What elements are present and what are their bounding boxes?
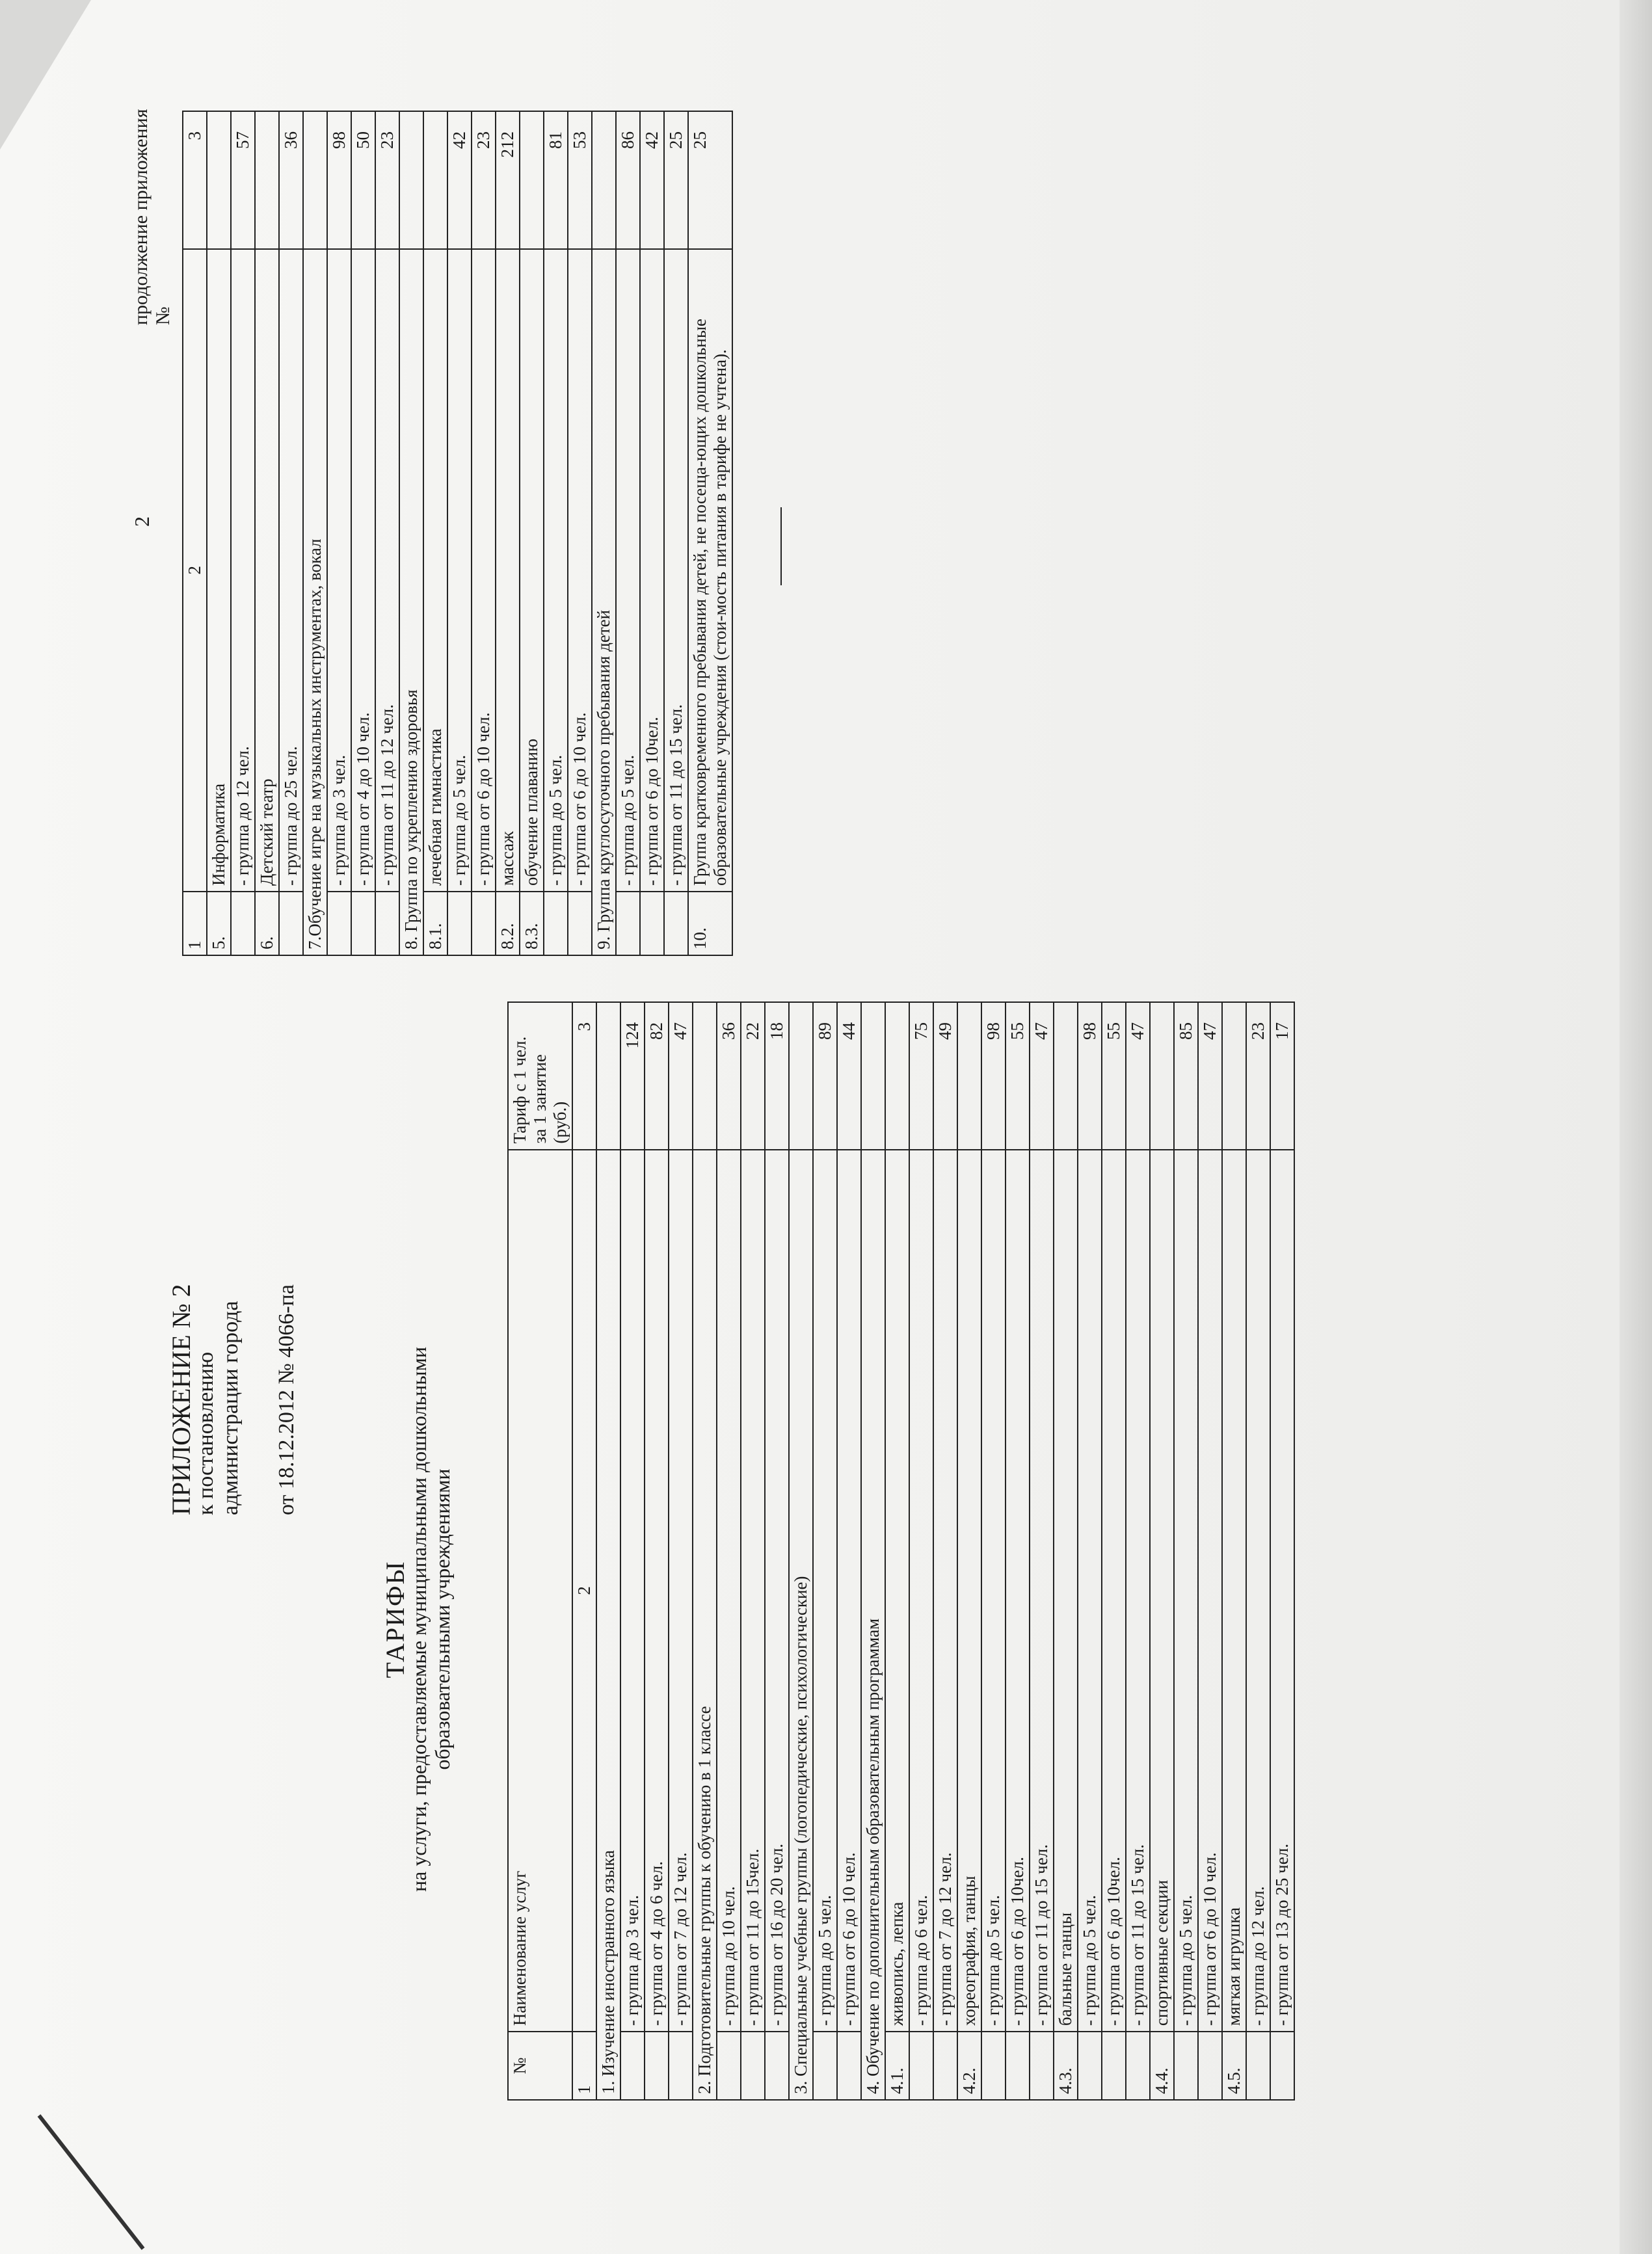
table-row: [447, 111, 472, 955]
service-name: - группа до 12 чел.: [231, 249, 255, 892]
section-heading: 2. Подготовительные группы к обучению в 1 классе: [693, 1150, 717, 2100]
service-name: - группа до 10 чел.: [717, 1150, 741, 2032]
table-header-row: [508, 1002, 572, 2100]
table-row: [909, 1002, 933, 2100]
row-number: [1006, 2032, 1030, 2100]
tariff-value: 42: [447, 111, 472, 249]
service-name: - группа до 5 чел.: [813, 1150, 837, 2032]
folded-corner: [0, 0, 91, 150]
service-name: бальные танцы: [1054, 1150, 1078, 2032]
tariff-value: 25: [688, 111, 732, 249]
service-name: - группа до 3 чел.: [327, 249, 351, 892]
table-row: [1270, 1002, 1294, 2100]
service-name: - группа от 6 до 10 чел.: [837, 1150, 861, 2032]
section-heading: 8. Группа по укреплению здоровья: [399, 249, 423, 955]
appendix-title: ПРИЛОЖЕНИЕ № 2: [167, 1284, 196, 1515]
row-number: [279, 892, 303, 955]
tariff-value: 55: [1102, 1002, 1126, 1150]
tariff-value: 53: [568, 111, 592, 249]
row-number: 4.2.: [957, 2032, 981, 2100]
column-numbering-row: [183, 111, 207, 955]
row-number: [1078, 2032, 1102, 2100]
table-row: [351, 111, 375, 955]
tariff-value: 44: [837, 1002, 861, 1150]
tariff-value: 86: [616, 111, 640, 249]
tariff-value: 212: [496, 111, 520, 249]
table-row: [423, 111, 447, 955]
row-number: [327, 892, 351, 955]
table-row: [717, 1002, 741, 2100]
tariff-value-empty: [789, 1002, 813, 1150]
row-number: [1030, 2032, 1054, 2100]
table-row: [933, 1002, 957, 2100]
tariff-value: 75: [909, 1002, 933, 1150]
tariff-value: [1054, 1002, 1078, 1150]
row-number: [375, 892, 399, 955]
table-row: [957, 1002, 981, 2100]
table-row: [741, 1002, 765, 2100]
row-number: 4.1.: [885, 2032, 909, 2100]
table-row: [279, 111, 303, 955]
tariff-value: 98: [327, 111, 351, 249]
service-name: обучение плаванию: [520, 249, 544, 892]
header-service-name: Наименование услуг: [508, 1150, 572, 2032]
row-number: [741, 2032, 765, 2100]
column-number-2: 2: [183, 249, 207, 892]
section-heading: 7.Обучение игре на музыкальных инструментах, вокал: [303, 249, 327, 955]
row-number: [620, 2032, 645, 2100]
table-row: [255, 111, 279, 955]
row-number: [645, 2032, 669, 2100]
service-name: - группа от 7 до 12 чел.: [669, 1150, 693, 2032]
row-number: [1174, 2032, 1198, 2100]
service-name: - группа от 13 до 25 чел.: [1270, 1150, 1294, 2032]
row-number: [813, 2032, 837, 2100]
table-row: [981, 1002, 1006, 2100]
table-row: [664, 111, 688, 955]
service-name: массаж: [496, 249, 520, 892]
row-number: [765, 2032, 789, 2100]
row-number: [1198, 2032, 1222, 2100]
decree-date-number: от 18.12.2012 № 4066-па: [274, 1284, 299, 1515]
table-row: [885, 1002, 909, 2100]
column-number-2: 2: [572, 1150, 596, 2032]
page-fold-edge: [1619, 0, 1652, 2254]
row-number: 10.: [688, 892, 732, 955]
tariff-value: [520, 111, 544, 249]
service-name: - группа от 6 до 10чел.: [1102, 1150, 1126, 2032]
table-row: [1006, 1002, 1030, 2100]
row-number: [544, 892, 568, 955]
tariff-value: 50: [351, 111, 375, 249]
row-number: 5.: [207, 892, 231, 955]
tariff-value: [1222, 1002, 1246, 1150]
table-row: [620, 1002, 645, 2100]
table-row: [1222, 1002, 1246, 2100]
tariff-value: 17: [1270, 1002, 1294, 1150]
table-row: [207, 111, 231, 955]
service-name: - группа до 5 чел.: [1078, 1150, 1102, 2032]
table-row: [327, 111, 351, 955]
tariff-value: 23: [472, 111, 496, 249]
row-number: 4.3.: [1054, 2032, 1078, 2100]
tariff-value: 47: [669, 1002, 693, 1150]
service-name: лечебная гимнастика: [423, 249, 447, 892]
tariff-value: 22: [741, 1002, 765, 1150]
service-name: - группа до 5 чел.: [447, 249, 472, 892]
tariff-value: 55: [1006, 1002, 1030, 1150]
table-row: [645, 1002, 669, 2100]
service-name: - группа до 5 чел.: [981, 1150, 1006, 2032]
table-row: [1198, 1002, 1222, 2100]
header-tariff: Тариф с 1 чел. за 1 занятие (руб.): [508, 1002, 572, 1150]
table-row: [303, 111, 327, 955]
column-numbering-row: [572, 1002, 596, 2100]
service-name: мягкая игрушка: [1222, 1150, 1246, 2032]
section-heading: 3. Специальные учебные группы (логопедические, психологические): [789, 1150, 813, 2100]
column-number-1: 1: [183, 892, 207, 955]
table-row: [813, 1002, 837, 2100]
tariff-value-empty: [596, 1002, 620, 1150]
row-number: 6.: [255, 892, 279, 955]
service-name: - группа от 11 до 15 чел.: [1030, 1150, 1054, 2032]
end-of-table-line: [780, 507, 782, 585]
tariff-value-empty: [693, 1002, 717, 1150]
row-number: [717, 2032, 741, 2100]
table-row: [1030, 1002, 1054, 2100]
appendix-line2: к постановлению: [194, 1351, 218, 1515]
service-name: - группа от 11 до 15 чел.: [664, 249, 688, 892]
tariff-value: 18: [765, 1002, 789, 1150]
table-row: [596, 1002, 620, 2100]
service-name: Группа кратковременного пребывания детей, не посеща-ющих дошкольные образовательные учреждения (стои-мость питания в тарифе не учтена).: [688, 249, 732, 892]
row-number: [669, 2032, 693, 2100]
column-number-3: 3: [572, 1002, 596, 1150]
table-row: [789, 1002, 813, 2100]
row-number: 8.1.: [423, 892, 447, 955]
tariff-table-left: [507, 1001, 1295, 2101]
tariff-value-empty: [399, 111, 423, 249]
table-row: [861, 1002, 885, 2100]
table-row: [568, 111, 592, 955]
tariff-value: 124: [620, 1002, 645, 1150]
service-name: - группа от 11 до 15 чел.: [1126, 1150, 1150, 2032]
service-name: - группа до 6 чел.: [909, 1150, 933, 2032]
service-name: - группа до 5 чел.: [616, 249, 640, 892]
tariff-value: 98: [1078, 1002, 1102, 1150]
tariff-value: 23: [375, 111, 399, 249]
table-row: [669, 1002, 693, 2100]
tariff-value: 23: [1246, 1002, 1270, 1150]
row-number: [837, 2032, 861, 2100]
tariff-value: [207, 111, 231, 249]
appendix-header: [169, 1151, 299, 1515]
tariff-value: 57: [231, 111, 255, 249]
row-number: [472, 892, 496, 955]
tariff-table-right: [182, 111, 733, 956]
subtitle-line1: на услуги, предоставляемые муниципальными дошкольными: [407, 1347, 431, 1892]
service-name: - группа от 4 до 6 чел.: [645, 1150, 669, 2032]
tariff-value-empty: [592, 111, 616, 249]
table-row: [1174, 1002, 1198, 2100]
row-number: [568, 892, 592, 955]
table-row: [1150, 1002, 1174, 2100]
service-name: - группа от 4 до 10 чел.: [351, 249, 375, 892]
section-heading: 9. Группа круглосуточного пребывания детей: [592, 249, 616, 955]
table-row: [496, 111, 520, 955]
appendix-line3: администрации города: [219, 1301, 243, 1515]
service-name: - группа от 16 до 20 чел.: [765, 1150, 789, 2032]
row-number: [616, 892, 640, 955]
tariff-value-empty: [861, 1002, 885, 1150]
continuation-label: продолжение приложения №: [130, 109, 174, 325]
left-page: [167, 988, 1292, 2120]
service-name: - группа от 6 до 10 чел.: [1198, 1150, 1222, 2032]
table-row: [1102, 1002, 1126, 2100]
row-number: 8.2.: [496, 892, 520, 955]
table-row: [544, 111, 568, 955]
table-row: [765, 1002, 789, 2100]
service-name: Детский театр: [255, 249, 279, 892]
row-number: 8.3.: [520, 892, 544, 955]
tariff-value: 98: [981, 1002, 1006, 1150]
table-row: [616, 111, 640, 955]
service-name: - группа до 3 чел.: [620, 1150, 645, 2032]
section-heading: 4. Обучение по дополнительным образовательным программам: [861, 1150, 885, 2100]
row-number: [640, 892, 664, 955]
row-number: [447, 892, 472, 955]
tariff-value-empty: [303, 111, 327, 249]
table-row: [1078, 1002, 1102, 2100]
row-number: 4.5.: [1222, 2032, 1246, 2100]
service-name: - группа до 25 чел.: [279, 249, 303, 892]
table-row: [1246, 1002, 1270, 2100]
row-number: [981, 2032, 1006, 2100]
service-name: - группа от 6 до 10чел.: [640, 249, 664, 892]
tariff-value: 36: [717, 1002, 741, 1150]
row-number: 4.4.: [1150, 2032, 1174, 2100]
column-number-1: 1: [572, 2032, 596, 2100]
tariff-value: [255, 111, 279, 249]
service-name: - группа от 11 до 15чел.: [741, 1150, 765, 2032]
service-name: живопись, лепка: [885, 1150, 909, 2032]
tariff-value: 49: [933, 1002, 957, 1150]
row-number: [1270, 2032, 1294, 2100]
tariff-value: 89: [813, 1002, 837, 1150]
service-name: спортивные секции: [1150, 1150, 1174, 2032]
tariff-value: 82: [645, 1002, 669, 1150]
table-row: [640, 111, 664, 955]
table-row: [688, 111, 732, 955]
tariff-value: 42: [640, 111, 664, 249]
service-name: Информатика: [207, 249, 231, 892]
service-name: - группа от 11 до 12 чел.: [375, 249, 399, 892]
service-name: - группа от 6 до 10 чел.: [472, 249, 496, 892]
table-row: [837, 1002, 861, 2100]
row-number: [664, 892, 688, 955]
service-name: - группа до 12 чел.: [1246, 1150, 1270, 2032]
service-name: хореография, танцы: [957, 1150, 981, 2032]
row-number: [909, 2032, 933, 2100]
service-name: - группа от 7 до 12 чел.: [933, 1150, 957, 2032]
tariff-value: 25: [664, 111, 688, 249]
section-heading: 1. Изучение иностранного языка: [596, 1150, 620, 2100]
table-row: [520, 111, 544, 955]
title-heading: ТАРИФЫ: [380, 1560, 410, 1678]
table-row: [472, 111, 496, 955]
table-row: [592, 111, 616, 955]
service-name: - группа от 6 до 10 чел.: [568, 249, 592, 892]
page-number: 2: [130, 516, 153, 527]
row-number: [351, 892, 375, 955]
row-number: [1126, 2032, 1150, 2100]
tariff-value: 47: [1126, 1002, 1150, 1150]
right-page: [130, 104, 859, 975]
tariff-value: 47: [1030, 1002, 1054, 1150]
tariff-value: [1150, 1002, 1174, 1150]
row-number: [231, 892, 255, 955]
tariff-value: 81: [544, 111, 568, 249]
table-row: [693, 1002, 717, 2100]
row-number: [1102, 2032, 1126, 2100]
service-name: - группа от 6 до 10чел.: [1006, 1150, 1030, 2032]
tariff-value: [423, 111, 447, 249]
tariff-value: [957, 1002, 981, 1150]
document-title: [380, 1197, 454, 2042]
tariff-value: 85: [1174, 1002, 1198, 1150]
table-row: [1054, 1002, 1078, 2100]
table-row: [231, 111, 255, 955]
row-number: [933, 2032, 957, 2100]
tariff-value: 36: [279, 111, 303, 249]
service-name: - группа до 5 чел.: [544, 249, 568, 892]
tariff-value: 47: [1198, 1002, 1222, 1150]
table-row: [1126, 1002, 1150, 2100]
header-number: №: [508, 2032, 572, 2100]
column-number-3: 3: [183, 111, 207, 249]
tariff-value: [885, 1002, 909, 1150]
row-number: [1246, 2032, 1270, 2100]
service-name: - группа до 5 чел.: [1174, 1150, 1198, 2032]
subtitle-line2: образовательными учреждениями: [431, 1468, 454, 1770]
table-row: [399, 111, 423, 955]
table-row: [375, 111, 399, 955]
